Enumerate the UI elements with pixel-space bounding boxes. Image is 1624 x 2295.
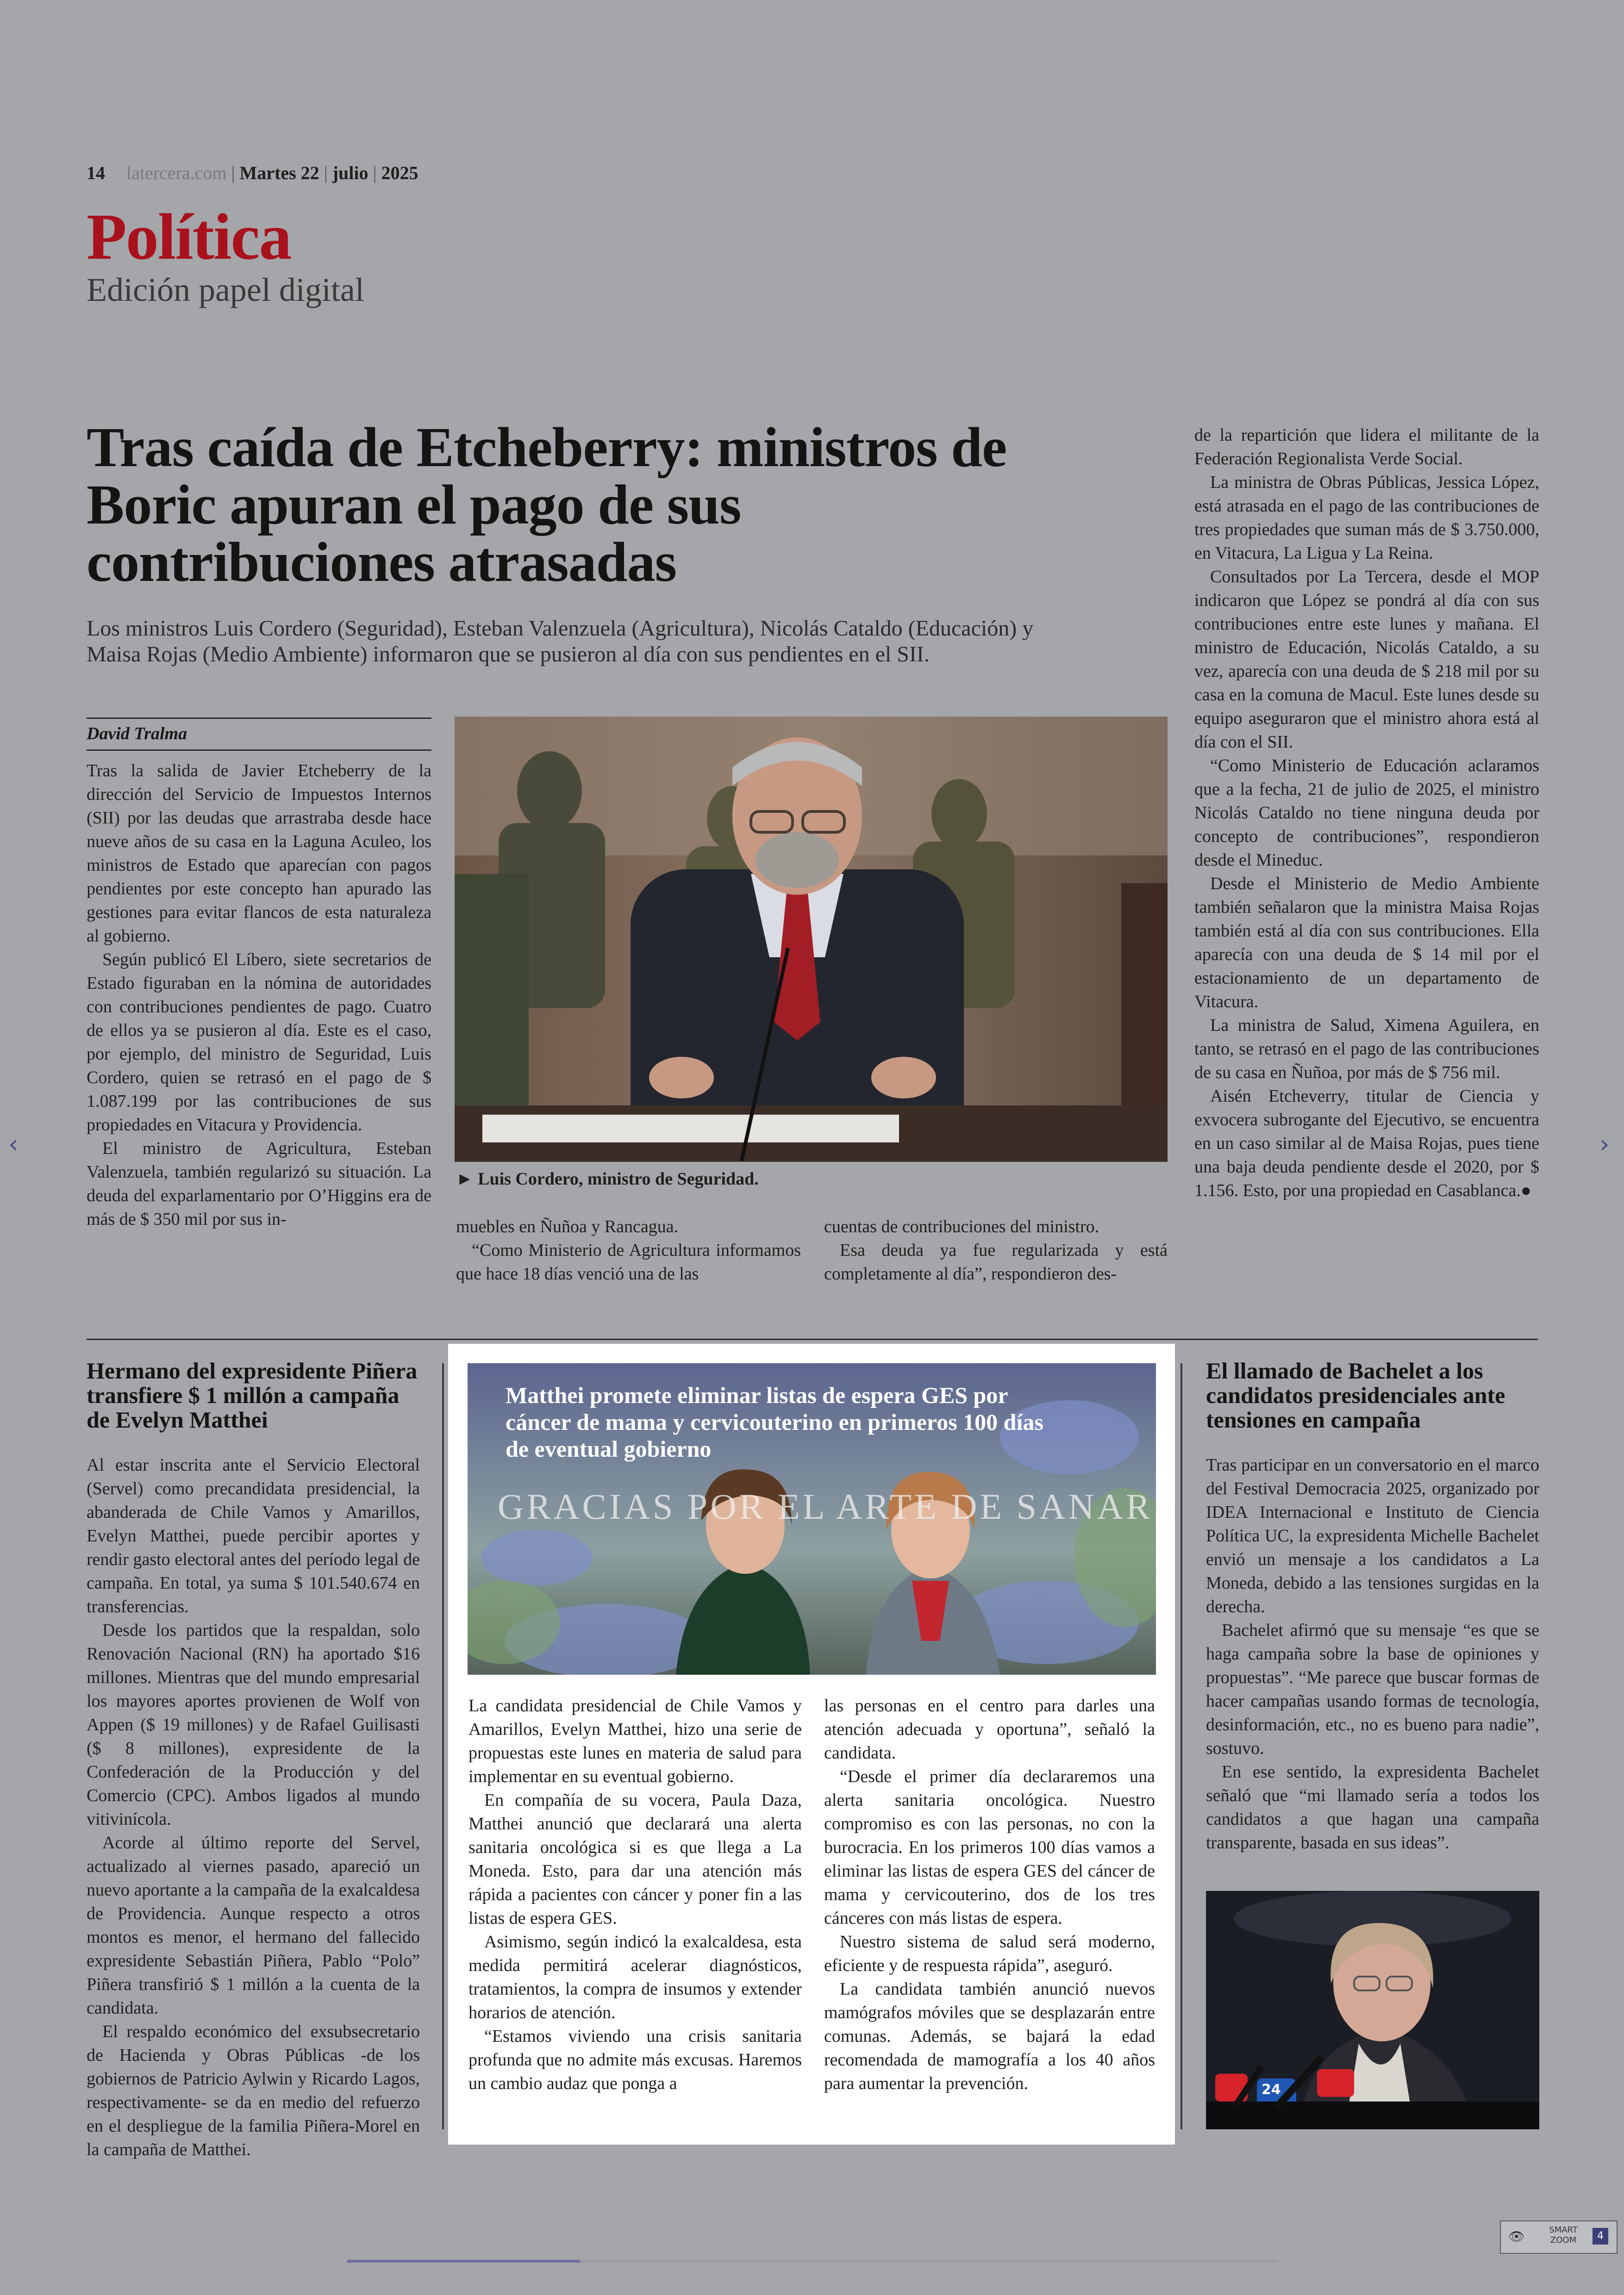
center-col-1 [468, 1694, 802, 2095]
left-headline: Hermano del expresidente Piñera transfiere $ 1 millón a campaña de Evelyn Matthei [87, 1358, 418, 1433]
paragraph: muebles en Ñuñoa y Rancagua. [456, 1217, 679, 1236]
center-headline: Matthei promete eliminar listas de espera GES por cáncer de mama y cervicouterino en primeros 100 días de eventual gobierno [506, 1382, 1043, 1462]
paragraph: las personas en el centro para darles una atención adecuada y oportuna”, señaló la candidata. [824, 1696, 1155, 1763]
center-col-2 [824, 1694, 1155, 2095]
main-col-1 [87, 759, 431, 1231]
date-day: Martes 22 [239, 162, 319, 183]
section-title: Política [87, 200, 291, 273]
paragraph: La candidata presidencial de Chile Vamos y Amarillos, Evelyn Matthei, hizo una serie de propuestas este lunes en materia de salud para implementar en su eventual gobierno. [468, 1696, 802, 1786]
right-headline: El llamado de Bachelet a los candidatos presidenciales ante tensiones en campaña [1206, 1358, 1505, 1433]
section-divider [87, 1339, 1538, 1340]
cordero-photo [455, 717, 1168, 1162]
tv-badge: 24 [1262, 2082, 1281, 2098]
paragraph: Nuestro sistema de salud será moderno, eficiente y de respuesta rápida”, aseguró. [824, 1932, 1155, 1975]
bachelet-photo [1206, 1891, 1539, 2129]
paragraph: Desde los partidos que la respaldan, solo Renovación Nacional (RN) ha aportado $16 millones. Mientras que del mundo empresarial los mayores aportes provienen de Wolf von Appen ($ 19 millones) y de Rafael Guilisasti ($ 8 millones), expresidente de la Confederación de la Producción y del Comercio (CPC). Ambos ligados al mundo vitivinícola. [87, 1621, 420, 1829]
paragraph: “Desde el primer día declararemos una alerta sanitaria oncológica. Nuestro compromiso es con las personas, no con la burocracia. En los primeros 100 días vamos a eliminar las listas de espera GES del cáncer de mama y cervicouterino, dos de los tres cánceres con más listas de espera. [824, 1767, 1155, 1928]
scrollbar-thumb[interactable] [347, 2260, 580, 2263]
paragraph: Tras la salida de Javier Etcheberry de la dirección del Servicio de Impuestos Internos (SII) por las deudas que arrastraba desde hace nueve años de su casa en la Laguna Aculeo, los ministros de Estado que aparecían con pagos pendientes por este concepto han apurado las gestiones para evitar flancos de esta naturaleza al gobierno. [87, 761, 431, 946]
main-col-4 [1194, 424, 1539, 1203]
paragraph: cuentas de contribuciones del ministro. [824, 1217, 1099, 1236]
paragraph: El respaldo económico del exsubsecretario de Hacienda y Obras Públicas -de los gobiernos de Patricio Aylwin y Ricardo Lagos, respectivamente- se da en medio del refuerzo en el despliegue de la familia Piñera-Morel en la campaña de Matthei. [87, 2022, 420, 2159]
column-rule [442, 1363, 444, 2129]
paragraph: La ministra de Obras Públicas, Jessica López, está atrasada en el pago de las contribuciones de tres propiedades que suman más de $ 3.750.000, en Vitacura, La Ligua y La Reina. [1194, 473, 1539, 563]
bachelet-photo-illustration [1206, 1891, 1539, 2129]
paragraph: “Como Ministerio de Agricultura informamos que hace 18 días venció una de las [456, 1241, 801, 1284]
main-deck: Los ministros Luis Cordero (Seguridad), Esteban Valenzuela (Agricultura), Nicolás Cataldo (Educación) y Maisa Rojas (Medio Ambiente) informaron que se pusieron al día con sus pendientes en el SII. [87, 616, 1034, 667]
paragraph: Asimismo, según indicó la exalcaldesa, esta medida permitirá acelerar diagnósticos, tratamientos, la compra de insumos y extender horarios de atención. [468, 1932, 802, 2022]
paragraph: Bachelet afirmó que su mensaje “es que se haga campaña sobre la base de opiniones y propuestas”. “Me parece que buscar formas de hacer campañas usando formas de tecnología, desinformación, etc., no es bueno para nadie”, sostuvo. [1206, 1621, 1539, 1758]
prev-page-icon[interactable]: ‹ [8, 1129, 19, 1159]
paragraph: Tras participar en un conversatorio en el marco del Festival Democracia 2025, organizado por IDEA Internacional e Instituto de Ciencia Política UC, la expresidenta Michelle Bachelet envió un mensaje a los candidatos a La Moneda, debido a las tensiones surgidas en la derecha. [1206, 1455, 1539, 1616]
main-col-2 [456, 1215, 801, 1286]
page-number: 14 [87, 162, 105, 183]
paragraph: La ministra de Salud, Ximena Aguilera, en tanto, se retrasó en el pago de las contribuciones de su casa en Ñuñoa, por más de $ 756 mil. [1194, 1016, 1539, 1082]
paragraph: En ese sentido, la expresidenta Bachelet señaló que “mi llamado sería a todos los candidatos a que hagan una campaña transparente, basada en sus ideas”. [1206, 1762, 1539, 1852]
paragraph: Consultados por La Tercera, desde el MOP indicaron que López se pondrá al día con sus contribuciones entre este lunes y mañana. El ministro de Educación, Nicolás Cataldo, a su vez, aparecía con una deuda de $ 218 mil por su casa en la comuna de Macul. Este lunes desde su equipo aseguraron que el ministro ahora está al día con el SII. [1194, 567, 1539, 752]
paragraph: Aisén Etcheverry, titular de Ciencia y exvocera subrogante del Ejecutivo, se encuentra en un caso similar al de Maisa Rojas, pues tiene una baja deuda pendiente desde el 2020, por $ 1.156. Esto, por una propiedad en Casablanca.● [1194, 1086, 1539, 1200]
paragraph: Esa deuda ya fue regularizada y está completamente al día”, respondieron des- [824, 1241, 1168, 1284]
paragraph: Al estar inscrita ante el Servicio Electoral (Servel) como precandidata presidencial, la abanderada de Chile Vamos y Amarillos, Evelyn Matthei, puede percibir aportes y rendir gasto electoral antes del período legal de campaña. En total, ya suma $ 101.540.674 en transferencias. [87, 1455, 420, 1616]
zoom-label: SMART ZOOM [1549, 2225, 1578, 2245]
smart-zoom-control[interactable] [1500, 2220, 1618, 2254]
paragraph: El ministro de Agricultura, Esteban Valenzuela, también regularizó su situación. La deuda del exparlamentario por O’Higgins era de más de $ 350 mil por sus in- [87, 1139, 431, 1229]
date-month: julio [332, 162, 369, 183]
left-article-body [87, 1453, 420, 2162]
banner-text: GRACIAS POR EL ARTE DE SANAR [498, 1486, 1153, 1527]
date-year: 2025 [381, 162, 418, 183]
column-rule [1181, 1363, 1182, 2129]
main-headline: Tras caída de Etcheberry: ministros de Boric apuran el pago de sus contribuciones atrasadas [87, 416, 1007, 593]
paragraph: En compañía de su vocera, Paula Daza, Matthei anunció que declarará una alerta sanitaria oncológica si es que llega a La Moneda. Esto, para dar una atención más rápida a pacientes con cáncer y poner fin a las listas de espera GES. [468, 1790, 802, 1928]
paragraph: “Estamos viviendo una crisis sanitaria profunda que no admite más excusas. Haremos un cambio audaz que ponga a [468, 2027, 802, 2093]
page-meta: 14 latercera.com | Martes 22 | julio | 2025 [87, 162, 418, 183]
zoom-level[interactable]: 4 [1593, 2228, 1608, 2245]
paragraph: Desde el Ministerio de Medio Ambiente también señalaron que la ministra Maisa Rojas también está al día con sus contribuciones. Ella aparecía con una deuda de $ 14 mil por el estacionamiento de un departamento de Vitacura. [1194, 874, 1539, 1011]
page-scrollbar[interactable] [347, 2260, 1278, 2263]
paragraph: de la repartición que lidera el militante de la Federación Regionalista Verde Social. [1194, 425, 1539, 468]
cordero-photo-illustration [455, 717, 1168, 1162]
paragraph: Acorde al último reporte del Servel, actualizado al viernes pasado, apareció un nuevo aportante a la campaña de la exalcaldesa de Providencia. Aunque respecto a otros montos es menor, el hermano del fallecido expresidente Sebastián Piñera, Pablo “Polo” Piñera transfirió $ 1 millón a la cuenta de la candidata. [87, 1833, 420, 2018]
paragraph: La candidata también anunció nuevos mamógrafos móviles que se desplazarán entre comunas. Además, se bajará la edad recomendada de mamografía a los 40 años para aumentar la prevención. [824, 1979, 1155, 2093]
next-page-icon[interactable]: › [1599, 1129, 1610, 1159]
right-article-body [1206, 1453, 1539, 1855]
photo-caption: ► Luis Cordero, ministro de Seguridad. [456, 1169, 759, 1189]
edition-label: Edición papel digital [87, 271, 364, 308]
paragraph: “Como Ministerio de Educación aclaramos que a la fecha, 21 de julio de 2025, el ministro Nicolás Cataldo no tiene ninguna deuda por concepto de contribuciones”, respondieron desde el Mineduc. [1194, 756, 1539, 870]
byline: David Tralma [87, 717, 431, 751]
site-name: latercera.com [126, 162, 227, 183]
paragraph: Según publicó El Líbero, siete secretarios de Estado figuraban en la nómina de autoridades con contribuciones pendientes de pago. Cuatro de ellos ya se pusieron al día. Este es el caso, por ejemplo, del ministro de Seguridad, Luis Cordero, quien se retrasó en el pago de $ 1.087.199 por las contribuciones de sus propiedades en Vitacura y Providencia. [87, 950, 431, 1135]
eye-icon: 👁 [1508, 2229, 1525, 2244]
main-col-3 [824, 1215, 1168, 1286]
